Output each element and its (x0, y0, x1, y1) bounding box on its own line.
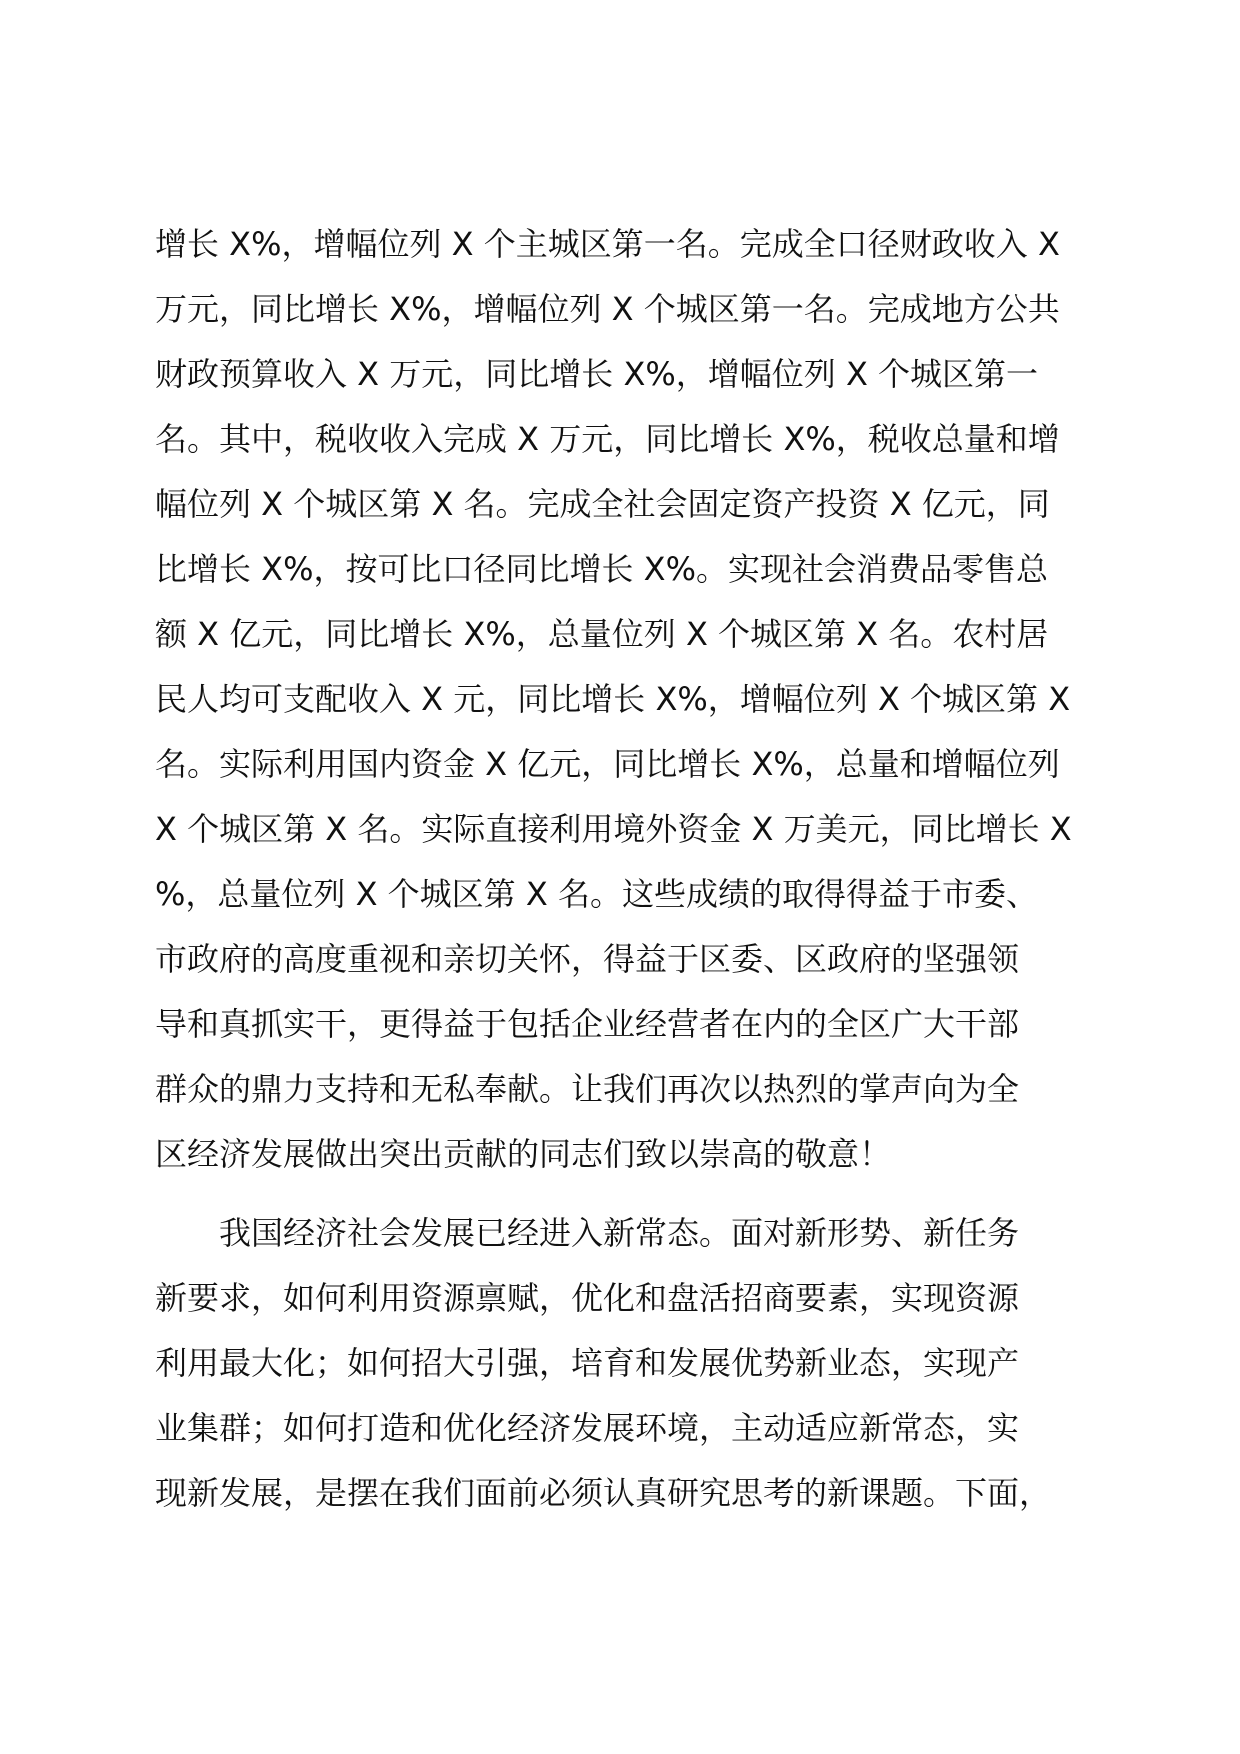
text-line: 名。其中，税收收入完成 X 万元，同比增长 X%，税收总量和增 (155, 420, 1060, 458)
text-line: 民人均可支配收入 X 元，同比增长 X%，增幅位列 X 个城区第 X (155, 680, 1071, 718)
text-line: 我国经济社会发展已经进入新常态。面对新形势、新任务 (155, 1214, 1020, 1252)
text-line: 业集群；如何打造和优化经济发展环境，主动适应新常态，实 (155, 1409, 1020, 1447)
text-line: %，总量位列 X 个城区第 X 名。这些成绩的取得得益于市委、 (155, 875, 1038, 913)
text-line: 比增长 X%，按可比口径同比增长 X%。实现社会消费品零售总 (155, 550, 1049, 588)
text-line: 群众的鼎力支持和无私奉献。让我们再次以热烈的掌声向为全 (155, 1070, 1020, 1108)
text-line: 新要求，如何利用资源禀赋，优化和盘活招商要素，实现资源 (155, 1279, 1020, 1317)
text-line: 利用最大化；如何招大引强，培育和发展优势新业态，实现产 (155, 1344, 1020, 1382)
text-line: X 个城区第 X 名。实际直接利用境外资金 X 万美元，同比增长 X (155, 810, 1072, 848)
paragraph-new-normal (155, 1201, 1095, 1526)
text-line: 万元，同比增长 X%，增幅位列 X 个城区第一名。完成地方公共 (155, 290, 1060, 328)
text-line: 幅位列 X 个城区第 X 名。完成全社会固定资产投资 X 亿元，同 (155, 485, 1050, 523)
paragraph-economic-results (155, 212, 1095, 1187)
text-line: 财政预算收入 X 万元，同比增长 X%，增幅位列 X 个城区第一 (155, 355, 1039, 393)
text-line: 导和真抓实干，更得益于包括企业经营者在内的全区广大干部 (155, 1005, 1020, 1043)
text-line: 现新发展，是摆在我们面前必须认真研究思考的新课题。下面， (155, 1474, 1052, 1512)
text-line: 区经济发展做出突出贡献的同志们致以崇高的敬意！ (155, 1135, 892, 1173)
text-line: 市政府的高度重视和亲切关怀，得益于区委、区政府的坚强领 (155, 940, 1020, 978)
text-line: 名。实际利用国内资金 X 亿元，同比增长 X%，总量和增幅位列 (155, 745, 1060, 783)
text-line: 额 X 亿元，同比增长 X%，总量位列 X 个城区第 X 名。农村居 (155, 615, 1049, 653)
text-line: 增长 X%，增幅位列 X 个主城区第一名。完成全口径财政收入 X (155, 225, 1060, 263)
